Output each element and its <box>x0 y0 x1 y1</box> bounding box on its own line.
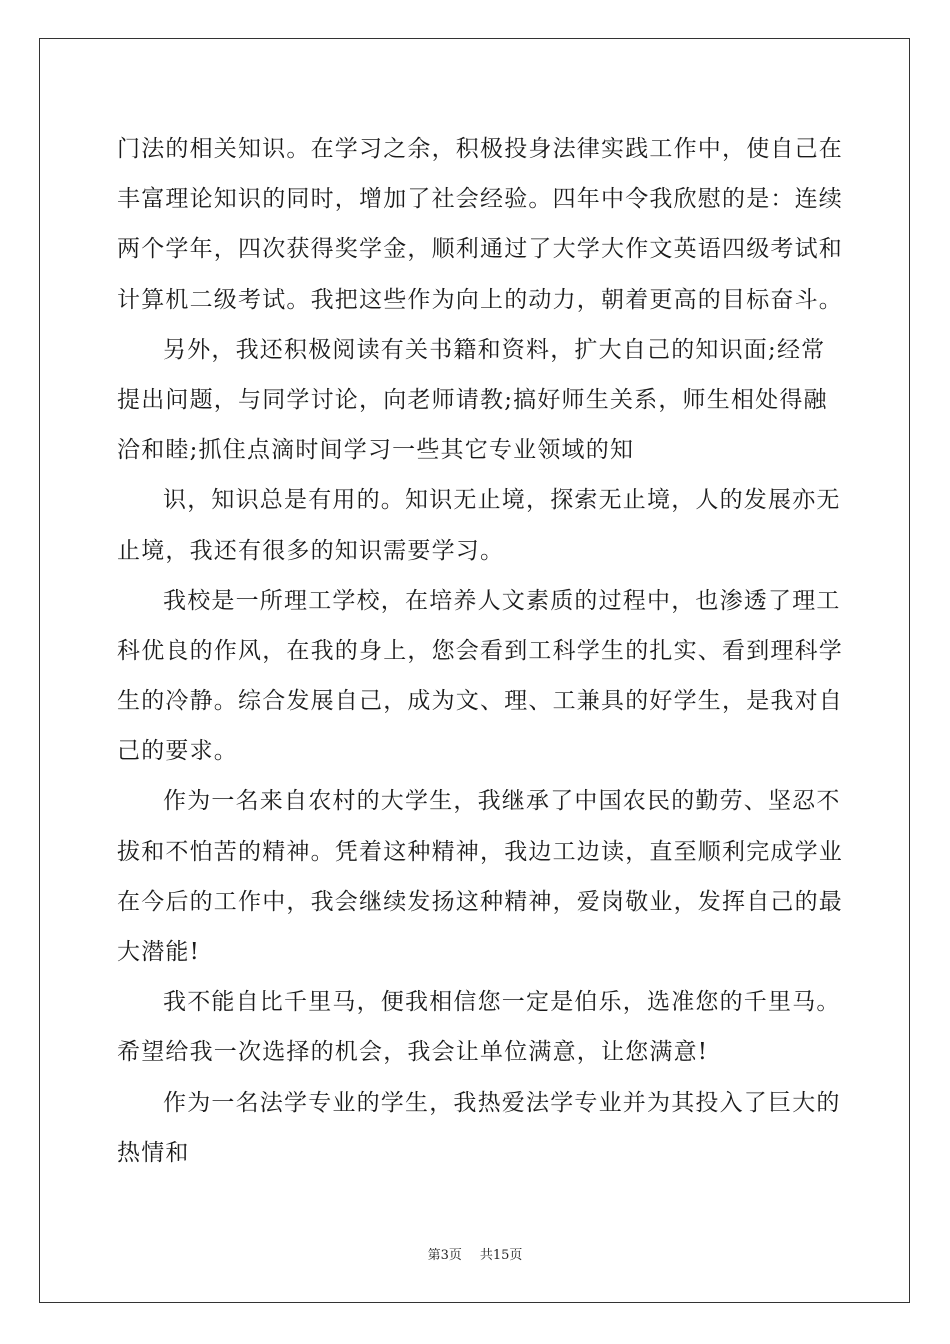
text-line: 希望给我一次选择的机会，我会让单位满意，让您满意! <box>117 1039 709 1066</box>
text-line: 热情和 <box>117 1139 190 1166</box>
text-line: 己的要求。 <box>117 738 238 765</box>
page-total: 共15页 <box>479 1248 523 1263</box>
text-line: 拔和不怕苦的精神。凭着这种精神，我边工边读，直至顺利完成学业 <box>117 838 843 865</box>
text-line: 作为一名来自农村的大学生，我继承了中国农民的勤劳、坚忍不 <box>163 788 841 815</box>
text-line: 生的冷静。综合发展自己，成为文、理、工兼具的好学生，是我对自 <box>117 688 843 715</box>
text-line: 我校是一所理工学校，在培养人文素质的过程中，也渗透了理工 <box>163 587 841 614</box>
text-line: 另外，我还积极阅读有关书籍和资料，扩大自己的知识面;经常 <box>163 336 826 363</box>
text-line: 科优良的作风，在我的身上，您会看到工科学生的扎实、看到理科学 <box>117 637 843 664</box>
text-line: 计算机二级考试。我把这些作为向上的动力，朝着更高的目标奋斗。 <box>117 286 843 313</box>
page-number: 第3页 <box>427 1248 462 1263</box>
document-body <box>117 128 843 1182</box>
text-line: 在今后的工作中，我会继续发扬这种精神，爱岗敬业，发挥自己的最 <box>117 888 843 915</box>
text-line: 我不能自比千里马，便我相信您一定是伯乐，选准您的千里马。 <box>163 989 841 1016</box>
text-line: 门法的相关知识。在学习之余，积极投身法律实践工作中，使自己在 <box>117 136 843 162</box>
text-line: 识，知识总是有用的。知识无止境，探索无止境，人的发展亦无 <box>163 487 841 514</box>
text-line: 提出问题，与同学讨论，向老师请教;搞好师生关系，师生相处得融 <box>117 386 828 413</box>
text-line: 大潜能! <box>117 939 201 965</box>
text-line: 作为一名法学专业的学生，我热爱法学专业并为其投入了巨大的 <box>163 1089 841 1116</box>
text-line: 洽和睦;抓住点滴时间学习一些其它专业领域的知 <box>117 437 635 464</box>
text-line: 丰富理论知识的同时，增加了社会经验。四年中令我欣慰的是：连续 <box>117 186 843 213</box>
page-footer <box>0 1244 950 1263</box>
text-line: 两个学年，四次获得奖学金，顺利通过了大学大作文英语四级考试和 <box>117 236 843 263</box>
text-line: 止境，我还有很多的知识需要学习。 <box>117 537 505 564</box>
